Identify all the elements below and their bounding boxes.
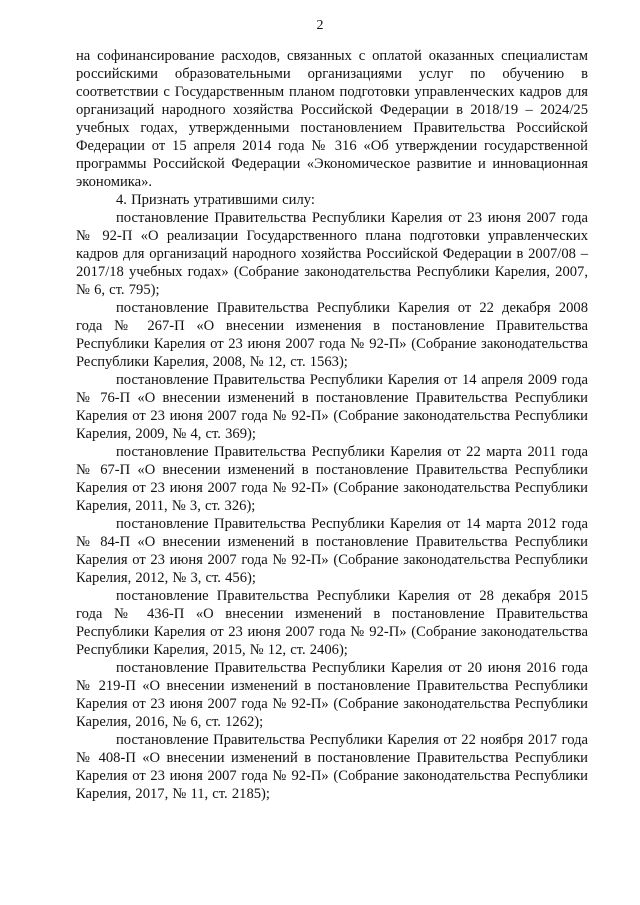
paragraph-resolution-76p: постановление Правительства Республики Карелия от 14 апреля 2009 года № 76-П «О внесении изменений в постановление Правительства Республики Карелия от 23 июня 2007 года № 92-П» (Собрание законодательства Республики Карелия, 2009, № 4, ст. 369);	[76, 372, 588, 442]
paragraph-resolution-267p: постановление Правительства Республики Карелия от 22 декабря 2008 года № 267-П «О внесении изменения в постановление Правительства Республики Карелия от 23 июня 2007 года № 92-П» (Собрание законодательства Республики Карелия, 2008, № 12, ст. 1563);	[76, 300, 588, 370]
paragraph-resolution-436p: постановление Правительства Республики Карелия от 28 декабря 2015 года № 436-П «О внесении изменений в постановление Правительства Республики Карелия от 23 июня 2007 года № 92-П» (Собрание законодательства Республики Карелия, 2015, № 12, ст. 2406);	[76, 588, 588, 658]
paragraph-cofinancing: на софинансирование расходов, связанных с оплатой оказанных специалистам российскими образовательными организациями услуг по обучению в соответствии с Государственным планом подготовки управленческих кадров для организаций народного хозяйства Российской Федерации в 2018/19 – 2024/25 учебных годах, утвержденными постановлением Правительства Российской Федерации от 15 апреля 2014 года № 316 «Об утверждении государственной программы Российской Федерации «Экономическое развитие и инновационная экономика».	[76, 48, 588, 190]
page-number: 2	[316, 18, 324, 33]
paragraph-resolution-67p: постановление Правительства Республики Карелия от 22 марта 2011 года № 67-П «О внесении изменений в постановление Правительства Республики Карелия от 23 июня 2007 года № 92-П» (Собрание законодательства Республики Карелия, 2011, № 3, ст. 326);	[76, 444, 588, 514]
document-body	[76, 47, 588, 803]
paragraph-resolution-92p: постановление Правительства Республики Карелия от 23 июня 2007 года № 92-П «О реализации Государственного плана подготовки управленческих кадров для организаций народного хозяйства Российской Федерации в 2007/08 – 2017/18 учебных годах» (Собрание законодательства Республики Карелия, 2007, № 6, ст. 795);	[76, 210, 588, 298]
paragraph-resolution-219p: постановление Правительства Республики Карелия от 20 июня 2016 года № 219-П «О внесении изменений в постановление Правительства Республики Карелия от 23 июня 2007 года № 92-П» (Собрание законодательства Республики Карелия, 2016, № 6, ст. 1262);	[76, 660, 588, 730]
paragraph-resolution-408p: постановление Правительства Республики Карелия от 22 ноября 2017 года № 408-П «О внесении изменений в постановление Правительства Республики Карелия от 23 июня 2007 года № 92-П» (Собрание законодательства Республики Карелия, 2017, № 11, ст. 2185);	[76, 732, 588, 802]
paragraph-resolution-84p: постановление Правительства Республики Карелия от 14 марта 2012 года № 84-П «О внесении изменений в постановление Правительства Республики Карелия от 23 июня 2007 года № 92-П» (Собрание законодательства Республики Карелия, 2012, № 3, ст. 456);	[76, 516, 588, 586]
paragraph-repeal-clause: 4. Признать утратившими силу:	[116, 192, 315, 208]
